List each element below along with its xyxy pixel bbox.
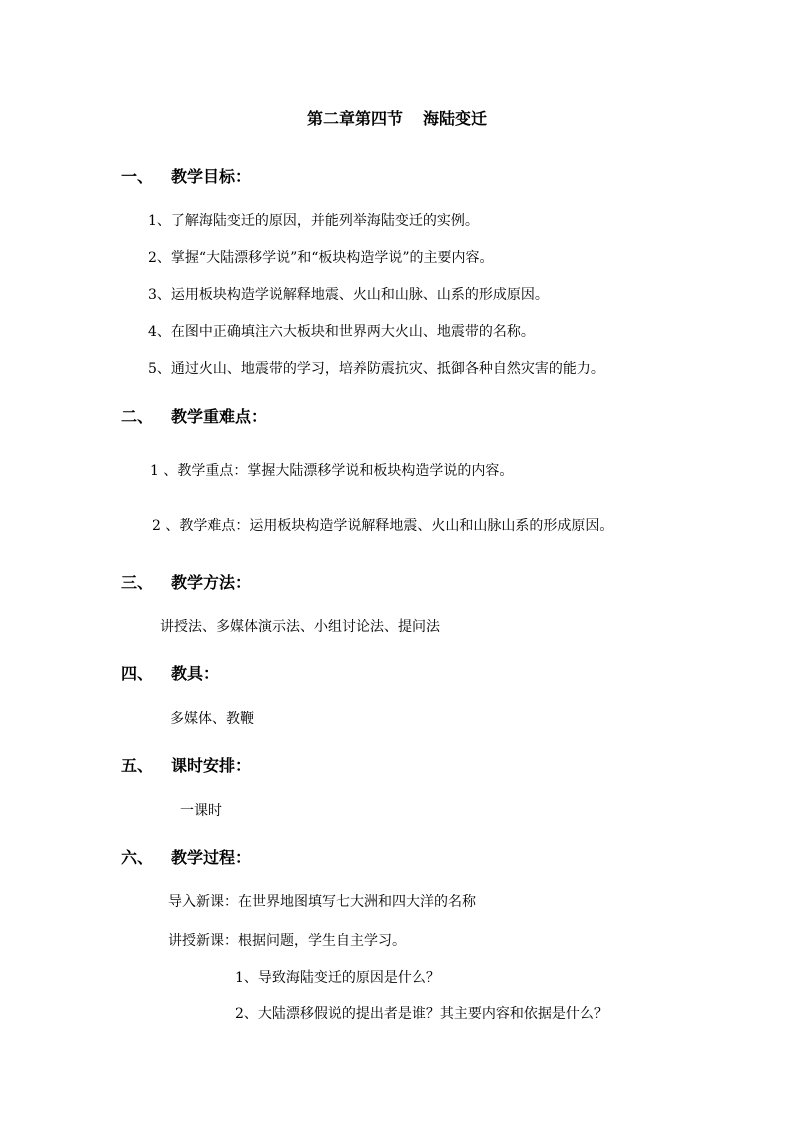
section-heading-process [121,845,251,868]
section-number: 五、 [121,756,154,775]
list-item: 5、通过火山、地震带的学习，培养防震抗灾、抵御各种自然灾害的能力。 [148,361,605,377]
section-title: 教学过程： [171,848,252,867]
section-title: 教学方法： [171,573,252,592]
section-heading-tools [121,661,219,684]
list-item: 2、大陆漂移假说的提出者是谁？其主要内容和依据是什么？ [235,1006,608,1022]
list-item: 2 、教学难点：运用板块构造学说解释地震、火山和山脉山系的形成原因。 [152,518,614,534]
list-item: 3、运用板块构造学说解释地震、火山和山脉、山系的形成原因。 [148,287,549,303]
section-title: 教具： [171,664,220,683]
list-item: 讲授法、多媒体演示法、小组讨论法、提问法 [160,619,440,635]
section-heading-schedule [121,753,251,776]
list-item: 1 、教学重点：掌握大陆漂移学说和板块构造学说的内容。 [150,463,514,479]
section-heading-objectives [121,164,251,187]
section-number: 一、 [121,167,154,186]
list-item: 4、在图中正确填注六大板块和世界两大火山、地震带的名称。 [148,324,535,340]
list-item: 多媒体、教鞭 [170,711,254,727]
list-item: 一课时 [180,803,222,819]
section-title: 课时安排： [171,756,252,775]
list-item: 2、掌握“大陆漂移学说”和“板块构造学说”的主要内容。 [148,250,494,266]
section-heading-methods [121,570,251,593]
section-number: 三、 [121,573,154,592]
title-topic: 海陆变迁 [423,109,488,128]
section-heading-key-points [121,404,267,427]
list-item: 讲授新课：根据问题，学生自主学习。 [168,933,406,949]
list-item: 1、了解海陆变迁的原因，并能列举海陆变迁的实例。 [148,213,479,229]
section-title: 教学重难点： [171,407,268,426]
title-chapter: 第二章第四节 [306,109,403,128]
section-number: 二、 [121,407,154,426]
section-number: 四、 [121,664,154,683]
section-title: 教学目标： [171,167,252,186]
list-item: 1、导致海陆变迁的原因是什么？ [235,970,440,986]
document-title [0,106,794,129]
list-item: 导入新课：在世界地图填写七大洲和四大洋的名称 [168,894,476,910]
section-number: 六、 [121,848,154,867]
